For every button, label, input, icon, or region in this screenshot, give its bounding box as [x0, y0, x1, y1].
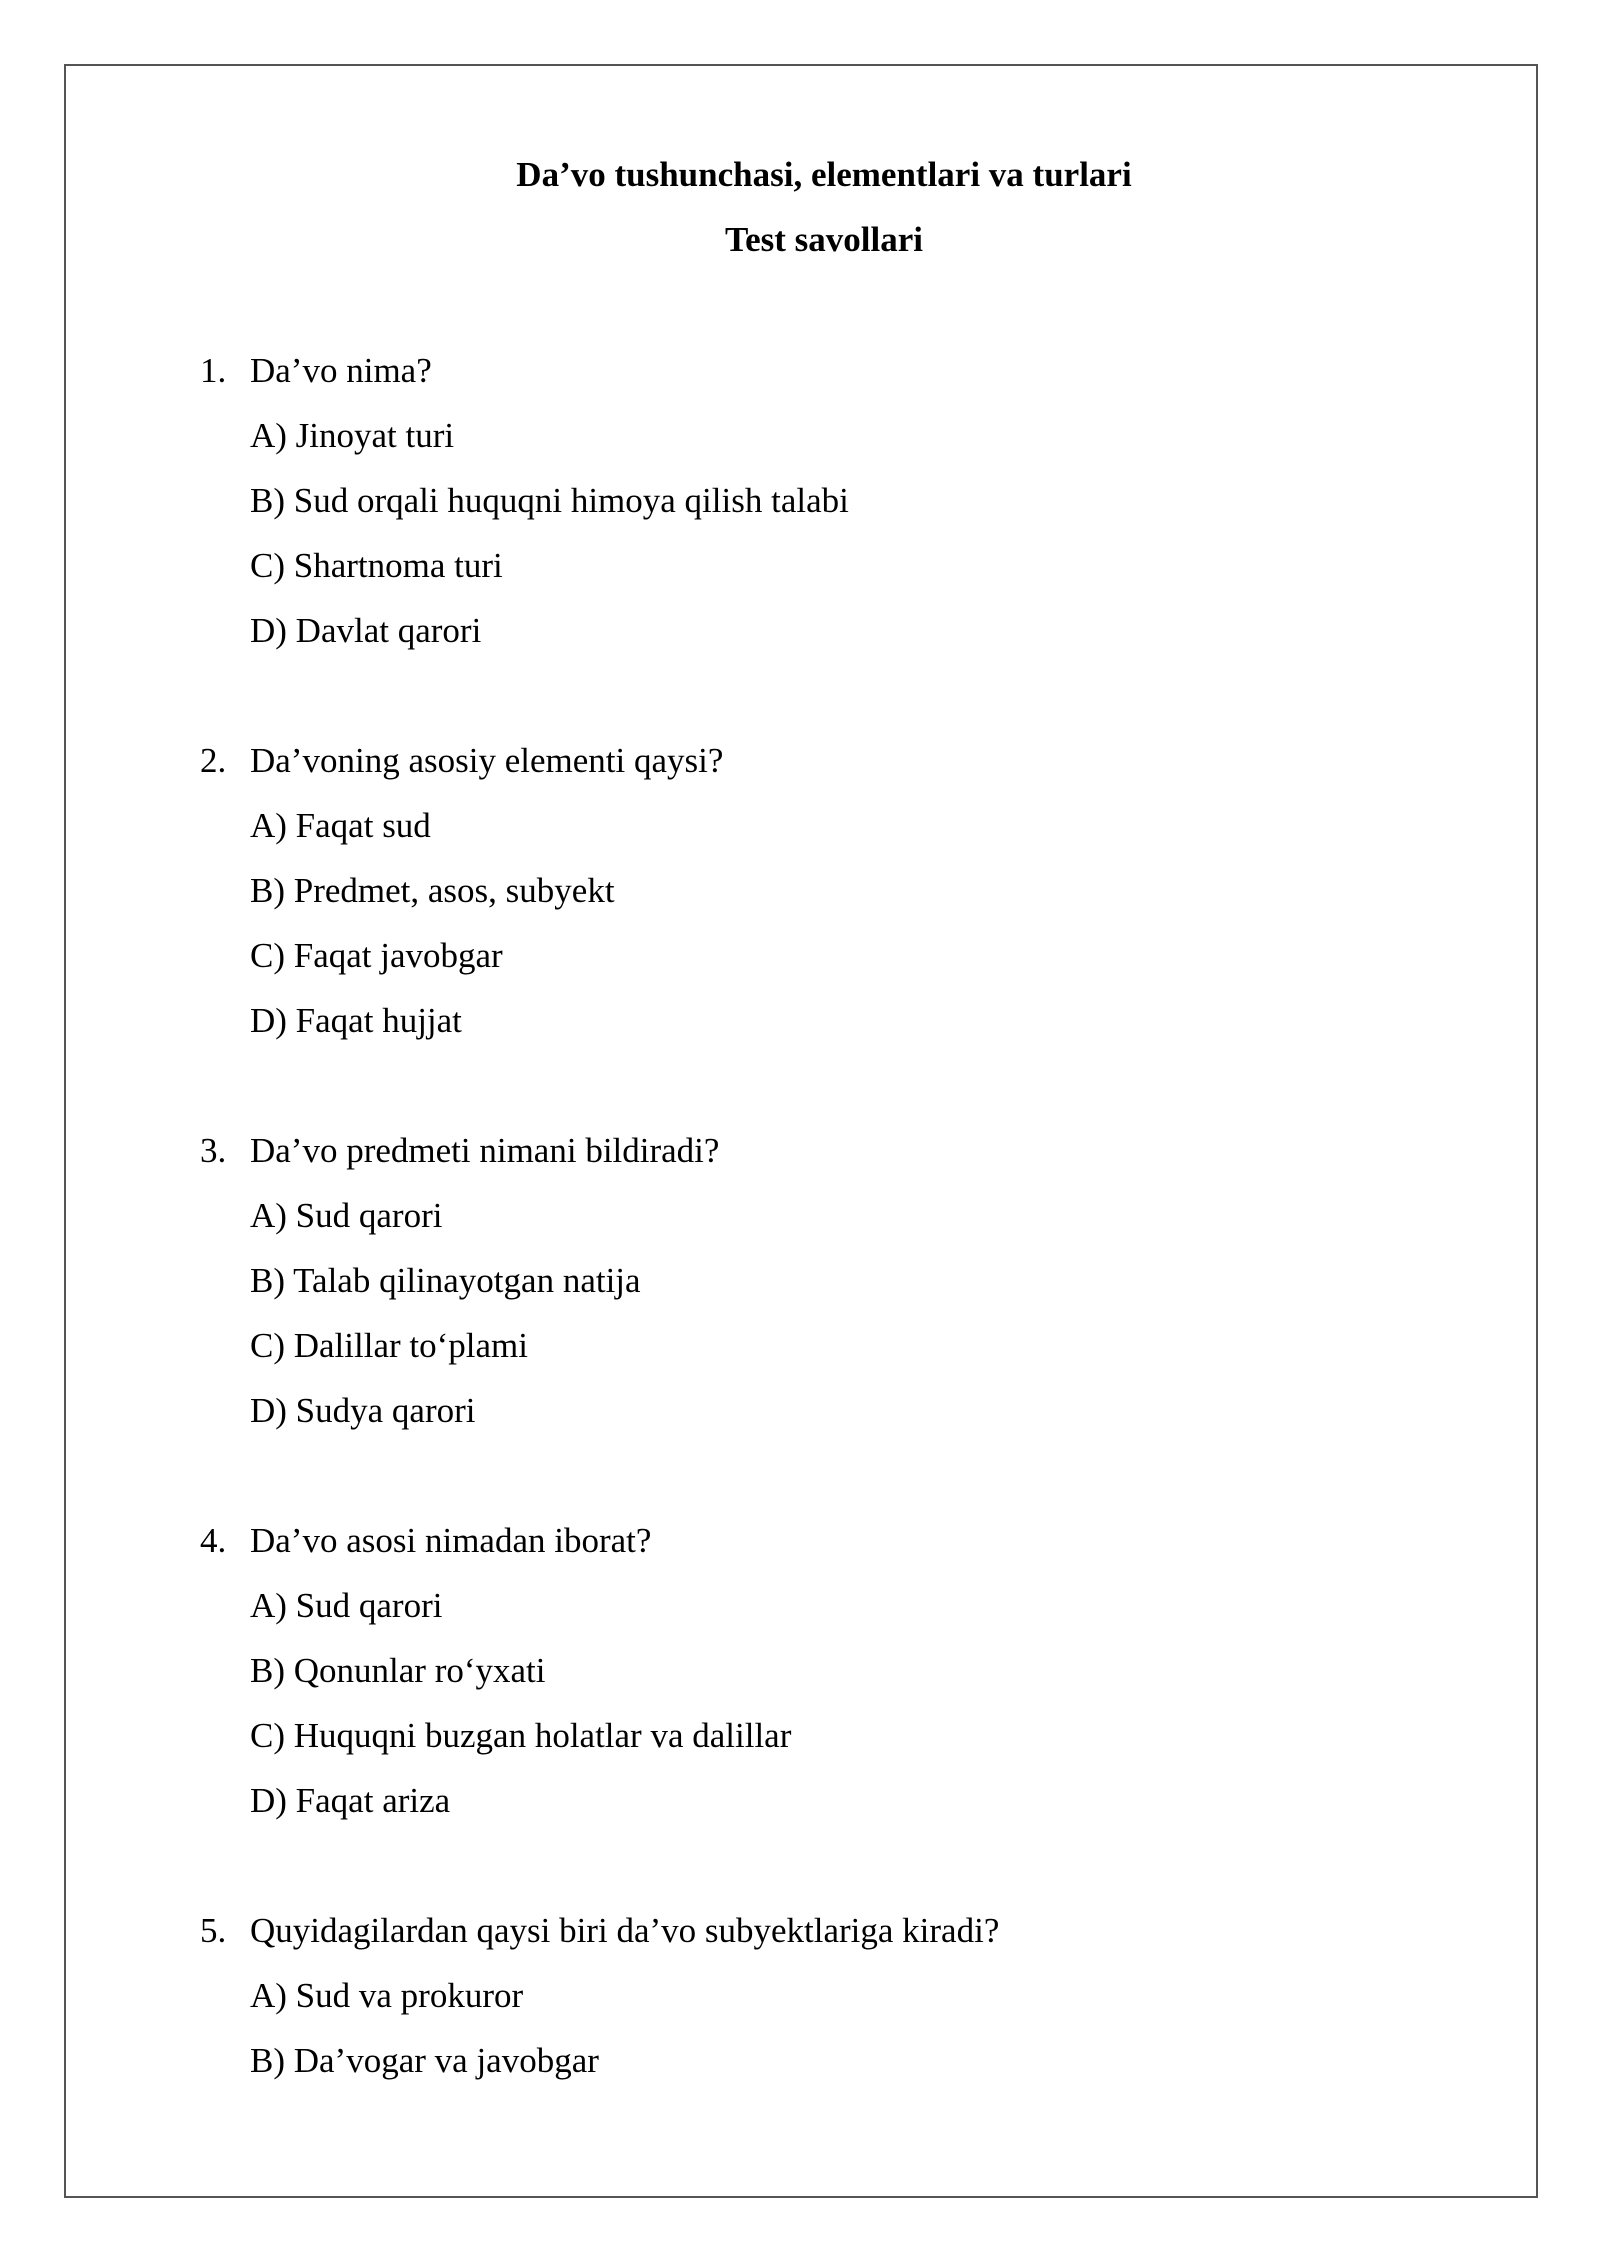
- answer-option-a[interactable]: A) Sud qarori: [250, 1586, 443, 1625]
- question-header: [200, 1131, 1450, 1196]
- question-header: [200, 1911, 1450, 1976]
- question-text: Da’vo asosi nimadan iborat?: [250, 1521, 652, 1560]
- question-number: 3.: [200, 1131, 227, 1170]
- question-number: 2.: [200, 741, 227, 780]
- answer-option-c[interactable]: C) Huquqni buzgan holatlar va dalillar: [250, 1716, 792, 1755]
- document-title: Da’vo tushunchasi, elementlari va turlari: [516, 155, 1132, 194]
- answer-option-c[interactable]: C) Faqat javobgar: [250, 936, 503, 975]
- question-4: [200, 1521, 1450, 1846]
- answer-option-c[interactable]: C) Dalillar to‘plami: [250, 1326, 528, 1365]
- question-number: 1.: [200, 351, 227, 390]
- answer-option-a[interactable]: A) Faqat sud: [250, 806, 431, 845]
- question-1: [200, 351, 1450, 676]
- question-text: Da’vo nima?: [250, 351, 432, 390]
- answer-option-d[interactable]: D) Faqat ariza: [250, 1781, 451, 1820]
- question-number: 4.: [200, 1521, 227, 1560]
- answer-option-c[interactable]: C) Shartnoma turi: [250, 546, 503, 585]
- question-3: [200, 1131, 1450, 1456]
- answer-option-a[interactable]: A) Sud qarori: [250, 1196, 443, 1235]
- answer-option-d[interactable]: D) Sudya qarori: [250, 1391, 476, 1430]
- answer-option-b[interactable]: B) Talab qilinayotgan natija: [250, 1261, 641, 1300]
- document-subtitle: Test savollari: [724, 220, 924, 259]
- question-text: Quyidagilardan qaysi biri da’vo subyektlariga kiradi?: [250, 1911, 1000, 1950]
- answer-option-b[interactable]: B) Sud orqali huquqni himoya qilish talabi: [250, 481, 849, 520]
- answer-option-b[interactable]: B) Qonunlar ro‘yxati: [250, 1651, 546, 1690]
- answer-option-d[interactable]: D) Davlat qarori: [250, 611, 482, 650]
- question-text: Da’voning asosiy elementi qaysi?: [250, 741, 724, 780]
- question-header: [200, 351, 1450, 416]
- answer-option-d[interactable]: D) Faqat hujjat: [250, 1001, 462, 1040]
- answer-option-b[interactable]: B) Predmet, asos, subyekt: [250, 871, 615, 910]
- question-2: [200, 741, 1450, 1066]
- question-text: Da’vo predmeti nimani bildiradi?: [250, 1131, 720, 1170]
- answer-option-a[interactable]: A) Jinoyat turi: [250, 416, 455, 455]
- question-5: [200, 1911, 1450, 2106]
- question-header: [200, 741, 1450, 806]
- question-header: [200, 1521, 1450, 1586]
- answer-option-a[interactable]: A) Sud va prokuror: [250, 1976, 524, 2015]
- question-number: 5.: [200, 1911, 227, 1950]
- answer-option-b[interactable]: B) Da’vogar va javobgar: [250, 2041, 599, 2080]
